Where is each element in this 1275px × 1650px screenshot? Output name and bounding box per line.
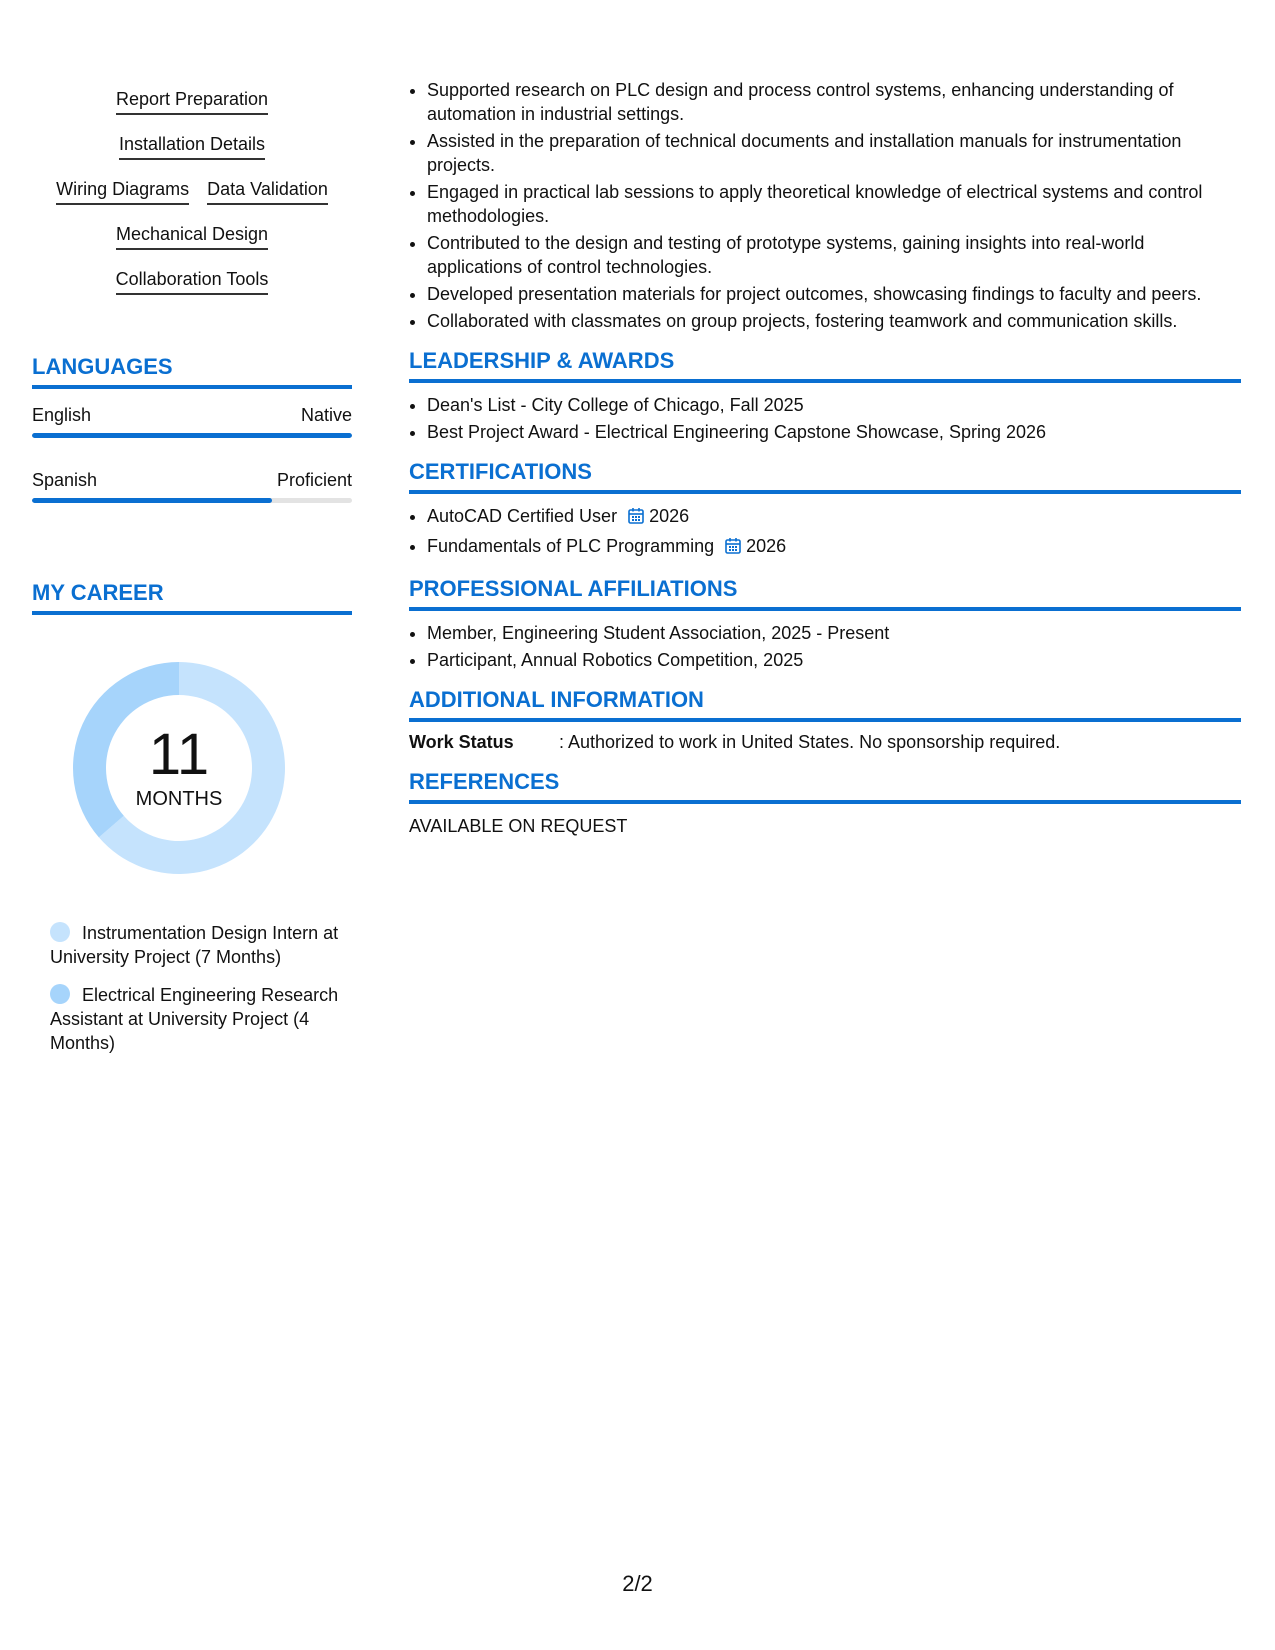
language-level-bar xyxy=(32,498,352,503)
legend-item xyxy=(50,983,340,1055)
skill-row xyxy=(116,258,269,303)
experience-bullets xyxy=(409,78,1241,333)
list-item: • Contributed to the design and testing of prototype systems, gaining insights into real-world applications of control technologies. xyxy=(427,231,1241,279)
language-item xyxy=(32,468,352,503)
language-level: Proficient xyxy=(276,470,352,490)
list-item xyxy=(427,504,1241,531)
list-item: • Dean's List - City College of Chicago, Fall 2025 xyxy=(427,393,1241,417)
list-item xyxy=(427,534,1241,561)
career-donut xyxy=(66,655,292,881)
legend-item xyxy=(50,921,340,969)
language-name: Spanish xyxy=(32,470,98,490)
left-column xyxy=(32,78,352,1069)
certification-name: AutoCAD Certified User xyxy=(427,506,618,526)
calendar-icon xyxy=(724,537,742,561)
languages-heading: LANGUAGES xyxy=(32,353,352,389)
list-item: • Best Project Award - Electrical Engineering Capstone Showcase, Spring 2026 xyxy=(427,420,1241,444)
list-item: • Assisted in the preparation of technical documents and installation manuals for instrumentation projects. xyxy=(427,129,1241,177)
legend-label: Instrumentation Design Intern at University Project (7 Months) xyxy=(50,923,339,967)
skill-row xyxy=(56,168,328,213)
list-item: • Member, Engineering Student Association, 2025 - Present xyxy=(427,621,1241,645)
additional-info-section xyxy=(409,686,1241,754)
languages-section xyxy=(32,353,352,503)
skill-row xyxy=(116,213,268,258)
career-unit: MONTHS xyxy=(135,788,223,810)
work-status-value: : Authorized to work in United States. No sponsorship required. xyxy=(559,732,1061,752)
donut-center xyxy=(66,655,292,881)
leadership-section xyxy=(409,347,1241,444)
language-level-fill xyxy=(32,498,272,503)
list-item: • Collaborated with classmates on group projects, fostering teamwork and communication skills. xyxy=(427,309,1241,333)
leadership-heading: LEADERSHIP & AWARDS xyxy=(409,347,1241,383)
skill-row xyxy=(119,123,265,168)
career-heading: MY CAREER xyxy=(32,579,352,615)
language-name: English xyxy=(32,405,92,425)
affiliations-section xyxy=(409,575,1241,672)
skill-tag: Report Preparation xyxy=(116,88,268,115)
language-level: Native xyxy=(300,405,352,425)
list-item: • Developed presentation materials for project outcomes, showcasing findings to faculty and peers. xyxy=(427,282,1241,306)
skill-row xyxy=(116,78,268,123)
certifications-heading: CERTIFICATIONS xyxy=(409,458,1241,494)
references-heading: REFERENCES xyxy=(409,768,1241,804)
skill-tag: Mechanical Design xyxy=(116,223,268,250)
skill-tag: Data Validation xyxy=(207,178,328,205)
right-column xyxy=(409,78,1241,838)
list-item: • Participant, Annual Robotics Competition, 2025 xyxy=(427,648,1241,672)
skill-tag: Wiring Diagrams xyxy=(56,178,189,205)
career-section xyxy=(32,579,352,1055)
certification-name: Fundamentals of PLC Programming xyxy=(427,536,715,556)
list-item: • Engaged in practical lab sessions to apply theoretical knowledge of electrical systems and control methodologies. xyxy=(427,180,1241,228)
skill-tag: Collaboration Tools xyxy=(116,268,269,295)
language-item xyxy=(32,403,352,438)
certifications-section xyxy=(409,458,1241,561)
calendar-icon xyxy=(627,507,645,531)
language-level-fill xyxy=(32,433,352,438)
career-legend xyxy=(50,921,340,1055)
certification-year: 2026 xyxy=(649,506,690,526)
certification-year: 2026 xyxy=(746,536,787,556)
references-section xyxy=(409,768,1241,838)
legend-swatch xyxy=(50,922,70,942)
list-item: • Supported research on PLC design and process control systems, enhancing understanding of automation in industrial settings. xyxy=(427,78,1241,126)
legend-swatch xyxy=(50,984,70,1004)
language-level-bar xyxy=(32,433,352,438)
additional-info-heading: ADDITIONAL INFORMATION xyxy=(409,686,1241,722)
skills-list xyxy=(32,78,352,303)
skill-tag: Installation Details xyxy=(119,133,265,160)
page-number: 2/2 xyxy=(622,1571,653,1596)
affiliations-heading: PROFESSIONAL AFFILIATIONS xyxy=(409,575,1241,611)
legend-label: Electrical Engineering Research Assistant at University Project (4 Months) xyxy=(50,985,339,1053)
work-status-label: Work Status xyxy=(409,732,514,752)
references-text: AVAILABLE ON REQUEST xyxy=(409,816,628,836)
career-total: 11 xyxy=(148,722,210,787)
